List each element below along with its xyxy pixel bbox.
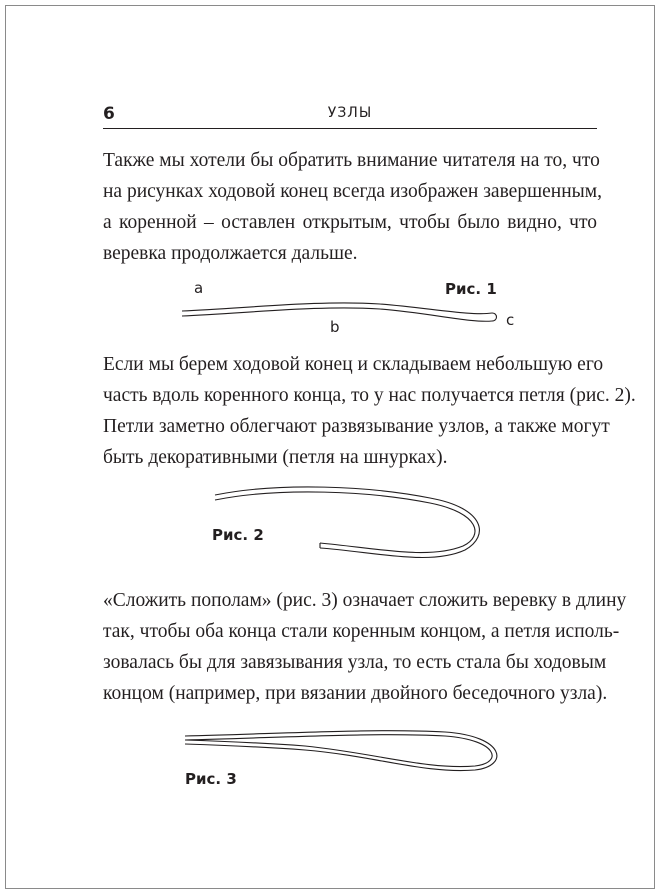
text-line: Также мы хотели бы обратить внимание читателя на то, что [103,150,600,171]
figure-1-caption: Рис. 1 [445,280,497,298]
figure-2-caption: Рис. 2 [212,526,264,544]
text-line: часть вдоль коренного конца, то у нас получается петля (рис. 2). [103,385,636,406]
page-header [103,104,597,128]
label-b: b [330,318,340,336]
text-line: на рисунках ходовой конец всегда изображен завершенным, [103,181,602,202]
figure-1-rope [170,270,530,336]
label-a: a [194,279,204,297]
text-line: «Сложить пополам» (рис. 3) означает сложить веревку в длину [103,590,627,611]
label-c: c [506,311,515,329]
figure-3-bight [175,722,515,800]
text-line: быть декоративными (петля на шнурках). [103,447,448,468]
paragraph-2 [103,349,636,473]
text-line: зовалась бы для завязывания узла, то есть стала бы ходовым [103,652,607,673]
paragraph-3 [103,585,627,709]
rope-line [215,487,479,558]
rope-end [492,313,497,321]
text-line: Петли заметно облегчают развязывание узлов, а также могут [103,416,610,437]
text-line: Если мы берем ходовой конец и складываем небольшую его [103,354,604,375]
page-number: 6 [103,104,115,124]
figure-2-loop [200,480,500,570]
paragraph-1 [103,145,602,269]
header-rule [103,128,597,129]
running-title: УЗЛЫ [327,105,373,121]
rope-line [185,735,492,767]
text-line: веревка продолжается дальше. [103,243,358,264]
text-line: а коренной – оставлен открытым, чтобы было видно, что [103,212,597,233]
text-line: так, чтобы оба конца стали коренным концом, а петля исполь- [103,621,620,642]
text-line: концом (например, при вязании двойного беседочного узла). [103,683,608,704]
figure-3-caption: Рис. 3 [185,770,237,788]
